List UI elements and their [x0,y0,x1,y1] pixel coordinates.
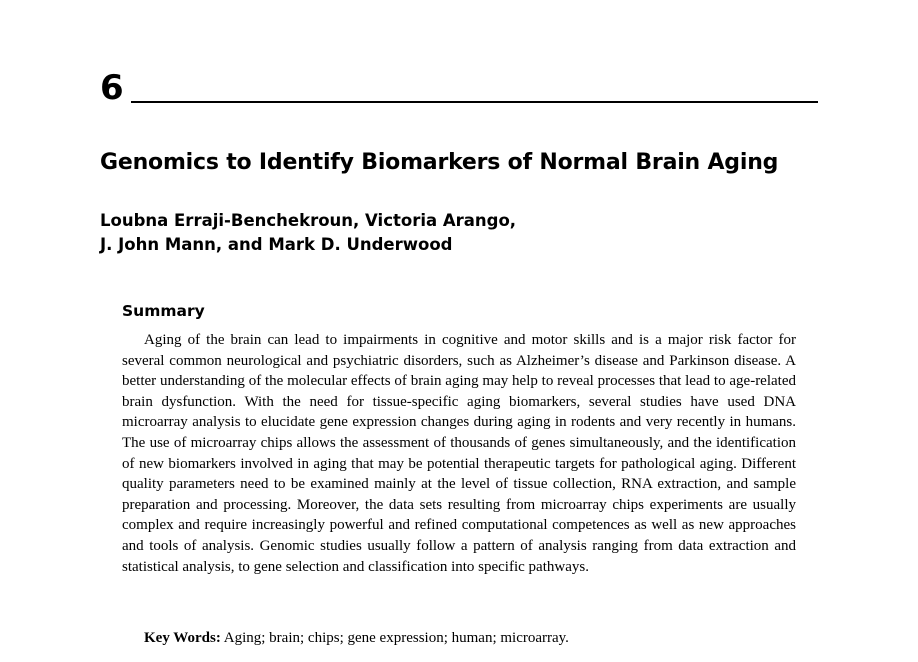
authors-line-1: Loubna Erraji-Benchekroun, Victoria Arango, [100,211,517,230]
chapter-number: 6 [100,68,124,108]
authors [100,209,516,257]
keywords [144,628,569,648]
keywords-label: Key Words: [144,630,221,646]
summary-heading: Summary [122,302,205,320]
chapter-rule [131,101,818,103]
keywords-text: Aging; brain; chips; gene expression; human; microarray. [223,630,569,646]
chapter-title: Genomics to Identify Biomarkers of Normal Brain Aging [100,150,779,175]
summary-body: Aging of the brain can lead to impairments in cognitive and motor skills and is a major risk factor for several common neurological and psychiatric disorders, such as Alzheimer’s disease and Parkinson disease. A better understanding of the molecular effects of brain aging may help to reveal processes that lead to age-related brain dysfunction. With the need for tissue-specific aging biomarkers, several studies have used DNA microarray analysis to elucidate gene expression changes during aging in rodents and very recently in humans. The use of microarray chips allows the assessment of thousands of genes simultaneously, and the identification of new biomarkers involved in aging that may be potential therapeutic targets for pathological aging. Different quality parameters need to be examined mainly at the level of tissue collection, RNA extraction, and sample preparation and processing. Moreover, the data sets resulting from microarray chips experiments are usually complex and require increasingly powerful and refined computational competences as well as new approaches and tools of analysis. Genomic studies usually follow a pattern of analysis ranging from data extraction and statistical analysis, to gene selection and classification into specific pathways. [122,332,796,575]
authors-line-2: J. John Mann, and Mark D. Underwood [100,235,453,254]
